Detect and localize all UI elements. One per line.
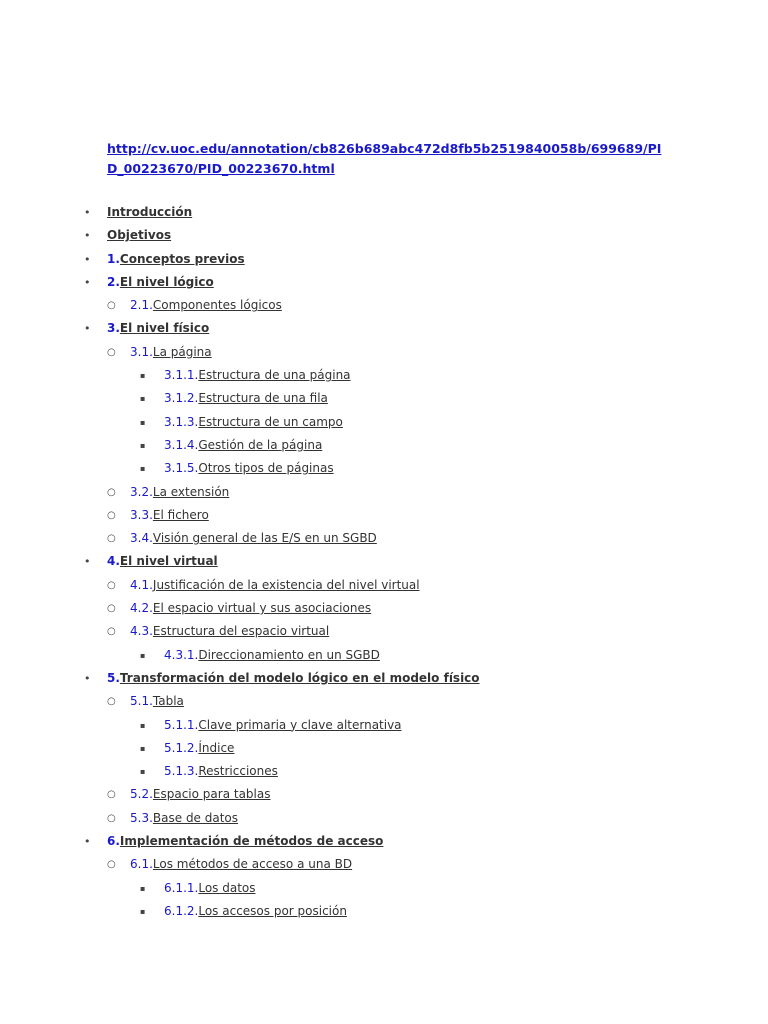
bullet-icon: ▪: [140, 394, 146, 404]
toc-link[interactable]: Restricciones: [198, 764, 278, 779]
toc-entry: [107, 317, 209, 340]
toc-number: 5.2.: [130, 787, 153, 802]
bullet-icon: ▪: [140, 371, 146, 381]
bullet-icon: •: [84, 275, 91, 289]
toc-entry: [164, 714, 402, 737]
toc-item: [0, 853, 768, 876]
toc-entry: [130, 504, 209, 527]
toc-number: 3.3.: [130, 507, 153, 522]
bullet-icon: ▪: [140, 417, 146, 427]
bullet-icon: •: [84, 835, 91, 849]
toc-entry: [164, 411, 343, 434]
toc-number: 5.3.: [130, 810, 153, 825]
bullet-icon: ▪: [140, 650, 146, 660]
bullet-icon: ○: [107, 696, 116, 708]
toc-entry: [164, 644, 380, 667]
toc-entry: [130, 294, 282, 317]
toc-number: 4.2.: [130, 601, 153, 616]
toc-link[interactable]: Estructura de una fila: [198, 391, 328, 406]
bullet-icon: •: [84, 322, 91, 336]
toc-item: [0, 783, 768, 806]
toc-entry: [130, 620, 329, 643]
toc-number: 5.1.: [130, 694, 153, 709]
toc-number: 4.: [107, 554, 120, 569]
toc-entry: [107, 830, 383, 853]
toc-item: [0, 457, 768, 480]
toc-entry: [164, 434, 322, 457]
toc-entry: [130, 481, 229, 504]
toc-item: [0, 620, 768, 643]
toc-number: 4.1.: [130, 577, 153, 592]
toc-link[interactable]: Implementación de métodos de acceso: [119, 834, 384, 849]
toc-item: [0, 690, 768, 713]
bullet-icon: •: [84, 252, 91, 266]
toc-entry: [164, 737, 234, 760]
bullet-icon: ▪: [140, 440, 146, 450]
toc-number: 3.1.4.: [164, 437, 199, 452]
toc-entry: [107, 201, 192, 224]
toc-number: 3.2.: [130, 484, 153, 499]
toc-number: 3.1.2.: [164, 391, 199, 406]
toc-number: 3.1.1.: [164, 368, 199, 383]
toc-link[interactable]: Visión general de las E/S en un SGBD: [152, 531, 377, 546]
toc-link[interactable]: Componentes lógicos: [152, 298, 282, 313]
toc-number: 2.: [107, 274, 120, 289]
bullet-icon: •: [84, 555, 91, 569]
bullet-icon: ○: [107, 789, 116, 801]
toc-entry: [164, 877, 256, 900]
toc-number: 6.: [107, 834, 120, 849]
toc-link[interactable]: Gestión de la página: [198, 437, 323, 452]
bullet-icon: ○: [107, 533, 116, 545]
toc-link[interactable]: Justificación de la existencia del nivel virtual: [152, 577, 420, 592]
toc-item: [0, 504, 768, 527]
bullet-icon: ▪: [140, 743, 146, 753]
toc-link[interactable]: El nivel virtual: [119, 554, 218, 569]
toc-item: [0, 341, 768, 364]
bullet-icon: ○: [107, 300, 116, 312]
toc-item: [0, 877, 768, 900]
toc-entry: [107, 667, 480, 690]
bullet-icon: ▪: [140, 906, 146, 916]
bullet-icon: ○: [107, 346, 116, 358]
toc-number: 1.: [107, 251, 120, 266]
bullet-icon: •: [84, 206, 91, 219]
toc-item: [0, 387, 768, 410]
toc-entry: [107, 271, 214, 294]
toc-item: [0, 294, 768, 317]
toc-link[interactable]: Espacio para tablas: [152, 787, 271, 802]
toc-link[interactable]: El nivel físico: [119, 321, 210, 336]
bullet-icon: •: [84, 671, 91, 685]
toc-entry: [164, 457, 334, 480]
toc-item: [0, 807, 768, 830]
toc-number: 3.1.: [130, 344, 153, 359]
bullet-icon: ▪: [140, 883, 146, 893]
toc-link[interactable]: Introducción: [107, 205, 193, 219]
toc-entry: [164, 387, 328, 410]
toc-item: [0, 574, 768, 597]
bullet-icon: ▪: [140, 464, 146, 474]
toc-item: [0, 900, 768, 923]
toc-entry: [107, 550, 218, 573]
toc-number: 2.1.: [130, 298, 153, 313]
toc-item: [0, 830, 768, 853]
toc-item: [0, 644, 768, 667]
toc-entry: [107, 248, 245, 271]
bullet-icon: ▪: [140, 720, 146, 730]
toc-link[interactable]: La extensión: [152, 484, 230, 499]
toc-item: [0, 248, 768, 271]
toc-entry: [164, 760, 278, 783]
toc-number: 3.1.5.: [164, 461, 199, 476]
toc-link[interactable]: La página: [152, 344, 212, 359]
toc-entry: [130, 527, 377, 550]
toc-item: [0, 737, 768, 760]
toc-link[interactable]: El fichero: [152, 507, 209, 522]
toc-item: [0, 714, 768, 737]
toc-entry: [130, 853, 352, 876]
bullet-icon: ○: [107, 509, 116, 521]
toc-item: [0, 760, 768, 783]
toc-item: [0, 411, 768, 434]
toc-item: [0, 271, 768, 294]
toc-entry: [130, 341, 212, 364]
toc-item: [0, 224, 768, 247]
toc-link[interactable]: Base de datos: [152, 810, 239, 825]
toc-number: 6.1.1.: [164, 880, 199, 895]
toc-link[interactable]: Los accesos por posición: [198, 903, 347, 918]
bullet-icon: ○: [107, 603, 116, 615]
toc-link[interactable]: Los métodos de acceso a una BD: [152, 857, 353, 872]
toc-link[interactable]: Los datos: [198, 880, 256, 895]
toc-item: [0, 434, 768, 457]
toc-item: [0, 481, 768, 504]
toc-number: 5.: [107, 670, 120, 685]
toc-entry: [130, 690, 184, 713]
toc-entry: [130, 807, 238, 830]
toc-number: 5.1.3.: [164, 764, 199, 779]
bullet-icon: •: [84, 229, 91, 243]
toc-number: 6.1.: [130, 857, 153, 872]
toc-number: 6.1.2.: [164, 903, 199, 918]
toc-item: [0, 317, 768, 340]
toc-link[interactable]: Tabla: [152, 694, 184, 709]
toc-link[interactable]: Estructura del espacio virtual: [152, 624, 330, 639]
toc-number: 5.1.2.: [164, 740, 199, 755]
toc-link[interactable]: Transformación del modelo lógico en el modelo físico: [119, 670, 480, 685]
toc-link[interactable]: Objetivos: [107, 228, 172, 243]
table-of-contents: [0, 201, 768, 923]
toc-link[interactable]: Índice: [198, 740, 235, 755]
toc-number: 4.3.: [130, 624, 153, 639]
toc-number: 3.4.: [130, 531, 153, 546]
toc-number: 3.: [107, 321, 120, 336]
bullet-icon: ○: [107, 579, 116, 591]
toc-entry: [164, 364, 351, 387]
bullet-icon: ▪: [140, 767, 146, 777]
toc-item: [0, 667, 768, 690]
toc-link[interactable]: Direccionamiento en un SGBD: [198, 647, 380, 662]
toc-item: [0, 550, 768, 573]
toc-link[interactable]: Conceptos previos: [119, 251, 245, 266]
toc-item: [0, 201, 768, 224]
toc-entry: [130, 574, 420, 597]
bullet-icon: ○: [107, 486, 116, 498]
toc-link[interactable]: Otros tipos de páginas: [198, 461, 334, 476]
toc-entry: [107, 224, 171, 247]
toc-entry: [164, 900, 347, 923]
toc-entry: [130, 597, 371, 620]
toc-item: [0, 364, 768, 387]
toc-number: 4.3.1.: [164, 647, 199, 662]
bullet-icon: ○: [107, 812, 116, 824]
toc-link[interactable]: Estructura de un campo: [198, 414, 343, 429]
toc-link[interactable]: El espacio virtual y sus asociaciones: [152, 601, 372, 616]
toc-link[interactable]: Clave primaria y clave alternativa: [198, 717, 402, 732]
toc-item: [0, 527, 768, 550]
bullet-icon: ○: [107, 859, 116, 871]
source-url-link[interactable]: http://cv.uoc.edu/annotation/cb826b689abc472d8fb5b2519840058b/699689/PID_00223670/PID_00223670.html: [107, 141, 662, 176]
toc-link[interactable]: El nivel lógico: [119, 274, 214, 289]
toc-number: 3.1.3.: [164, 414, 199, 429]
toc-number: 5.1.1.: [164, 717, 199, 732]
bullet-icon: ○: [107, 626, 116, 638]
toc-item: [0, 597, 768, 620]
toc-link[interactable]: Estructura de una página: [198, 368, 351, 383]
toc-entry: [130, 783, 271, 806]
